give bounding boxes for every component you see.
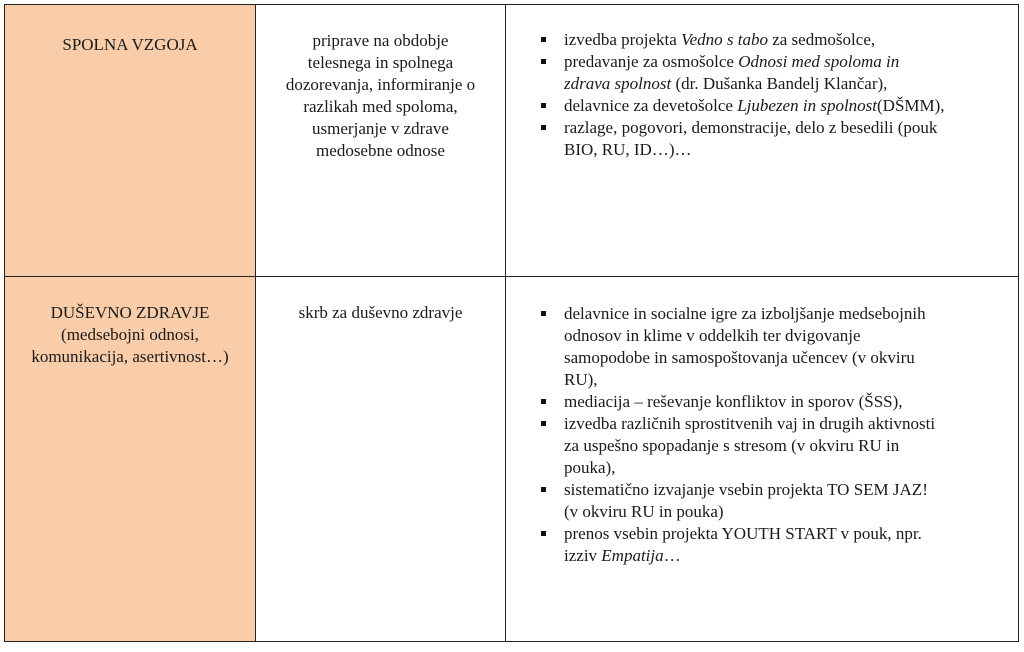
activity-item xyxy=(564,413,1002,479)
activity-text: (v okviru RU in pouka) xyxy=(564,502,724,521)
topic-subtext: komunikacija, asertivnost…) xyxy=(31,347,229,366)
activity-line xyxy=(564,435,1002,457)
goal-cell xyxy=(256,277,506,642)
square-bullet-icon xyxy=(541,421,546,426)
activities-cell xyxy=(506,5,1019,277)
goal-text-line: priprave na obdobje xyxy=(312,31,449,50)
activities-list xyxy=(506,5,1018,161)
activity-text: izvedba projekta xyxy=(564,30,682,49)
activity-line xyxy=(564,523,1002,545)
activity-line xyxy=(564,545,1002,567)
activity-line xyxy=(564,139,1002,161)
activities-cell xyxy=(506,277,1019,642)
activity-text: za uspešno spopadanje s stresom (v okviru RU in xyxy=(564,436,900,455)
italic-title-text: Odnosi med spoloma in xyxy=(738,52,900,71)
activity-item xyxy=(564,303,1002,391)
activity-text: sistematično izvajanje vsebin projekta TO SEM JAZ! xyxy=(564,480,928,499)
activity-item xyxy=(564,479,1002,523)
activity-line xyxy=(564,73,1002,95)
activity-line xyxy=(564,303,1002,325)
activity-line xyxy=(564,95,1002,117)
activity-text: BIO, RU, ID…)… xyxy=(564,140,692,159)
square-bullet-icon xyxy=(541,531,546,536)
table-row xyxy=(5,5,1019,277)
activity-line xyxy=(564,347,1002,369)
topic-subtext: (medsebojni odnosi, xyxy=(61,325,199,344)
table-row xyxy=(5,277,1019,642)
activity-text: delavnice in socialne igre za izboljšanje medsebojnih xyxy=(564,304,926,323)
topic-text: SPOLNA VZGOJA xyxy=(62,35,198,54)
italic-title-text: Empatija xyxy=(601,546,664,565)
goal-text-line: telesnega in spolnega xyxy=(307,53,454,72)
topic-cell xyxy=(5,5,256,277)
activity-line xyxy=(564,413,1002,435)
activity-line xyxy=(564,457,1002,479)
activity-item xyxy=(564,51,1002,95)
activity-line xyxy=(564,51,1002,73)
square-bullet-icon xyxy=(541,125,546,130)
activity-text: pouka), xyxy=(564,458,616,477)
goal-text-line: dozorevanja, informiranje o xyxy=(285,75,476,94)
square-bullet-icon xyxy=(541,37,546,42)
activity-item xyxy=(564,95,1002,117)
topic-cell xyxy=(5,277,256,642)
italic-title-text: Vedno s tabo xyxy=(681,30,768,49)
activity-text: izvedba različnih sprostitvenih vaj in drugih aktivnosti xyxy=(564,414,936,433)
activities-list xyxy=(506,277,1018,567)
square-bullet-icon xyxy=(541,103,546,108)
square-bullet-icon xyxy=(541,399,546,404)
activity-line xyxy=(564,369,1002,391)
activity-item xyxy=(564,391,1002,413)
activity-line xyxy=(564,29,1002,51)
activity-text: izziv xyxy=(564,546,602,565)
goal-text-line: usmerjanje v zdrave xyxy=(312,119,449,138)
italic-title-text: Ljubezen in spolnost xyxy=(737,96,878,115)
activity-text: samopodobe in samospoštovanja učencev (v okviru xyxy=(564,348,915,367)
activity-item xyxy=(564,523,1002,567)
activity-text: odnosov in klime v oddelkih ter dvigovanje xyxy=(564,326,861,345)
square-bullet-icon xyxy=(541,59,546,64)
square-bullet-icon xyxy=(541,311,546,316)
goal-text-line: medosebne odnose xyxy=(316,141,445,160)
activity-text: mediacija – reševanje konfliktov in sporov (ŠSS), xyxy=(564,392,903,411)
activity-text: (dr. Dušanka Bandelj Klančar), xyxy=(671,74,888,93)
topic-text: DUŠEVNO ZDRAVJE xyxy=(50,303,210,322)
activity-text: razlage, pogovori, demonstracije, delo z besedili (pouk xyxy=(564,118,938,137)
activity-line xyxy=(564,391,1002,413)
activity-line xyxy=(564,501,1002,523)
activity-line xyxy=(564,479,1002,501)
activity-item xyxy=(564,29,1002,51)
activity-text: RU), xyxy=(564,370,598,389)
goal-text-line: skrb za duševno zdravje xyxy=(298,303,463,322)
activity-text: (DŠMM), xyxy=(877,96,945,115)
activity-text: predavanje za osmošolce xyxy=(564,52,739,71)
square-bullet-icon xyxy=(541,487,546,492)
goal-cell xyxy=(256,5,506,277)
activity-text: … xyxy=(663,546,681,565)
activity-item xyxy=(564,117,1002,161)
activity-text: za sedmošolce, xyxy=(767,30,876,49)
activity-line xyxy=(564,117,1002,139)
activity-line xyxy=(564,325,1002,347)
italic-title-text: zdrava spolnost xyxy=(564,74,672,93)
activity-text: prenos vsebin projekta YOUTH START v pouk, npr. xyxy=(564,524,922,543)
activity-text: delavnice za devetošolce xyxy=(564,96,738,115)
goal-text-line: razlikah med spoloma, xyxy=(303,97,458,116)
health-education-table xyxy=(4,4,1019,642)
